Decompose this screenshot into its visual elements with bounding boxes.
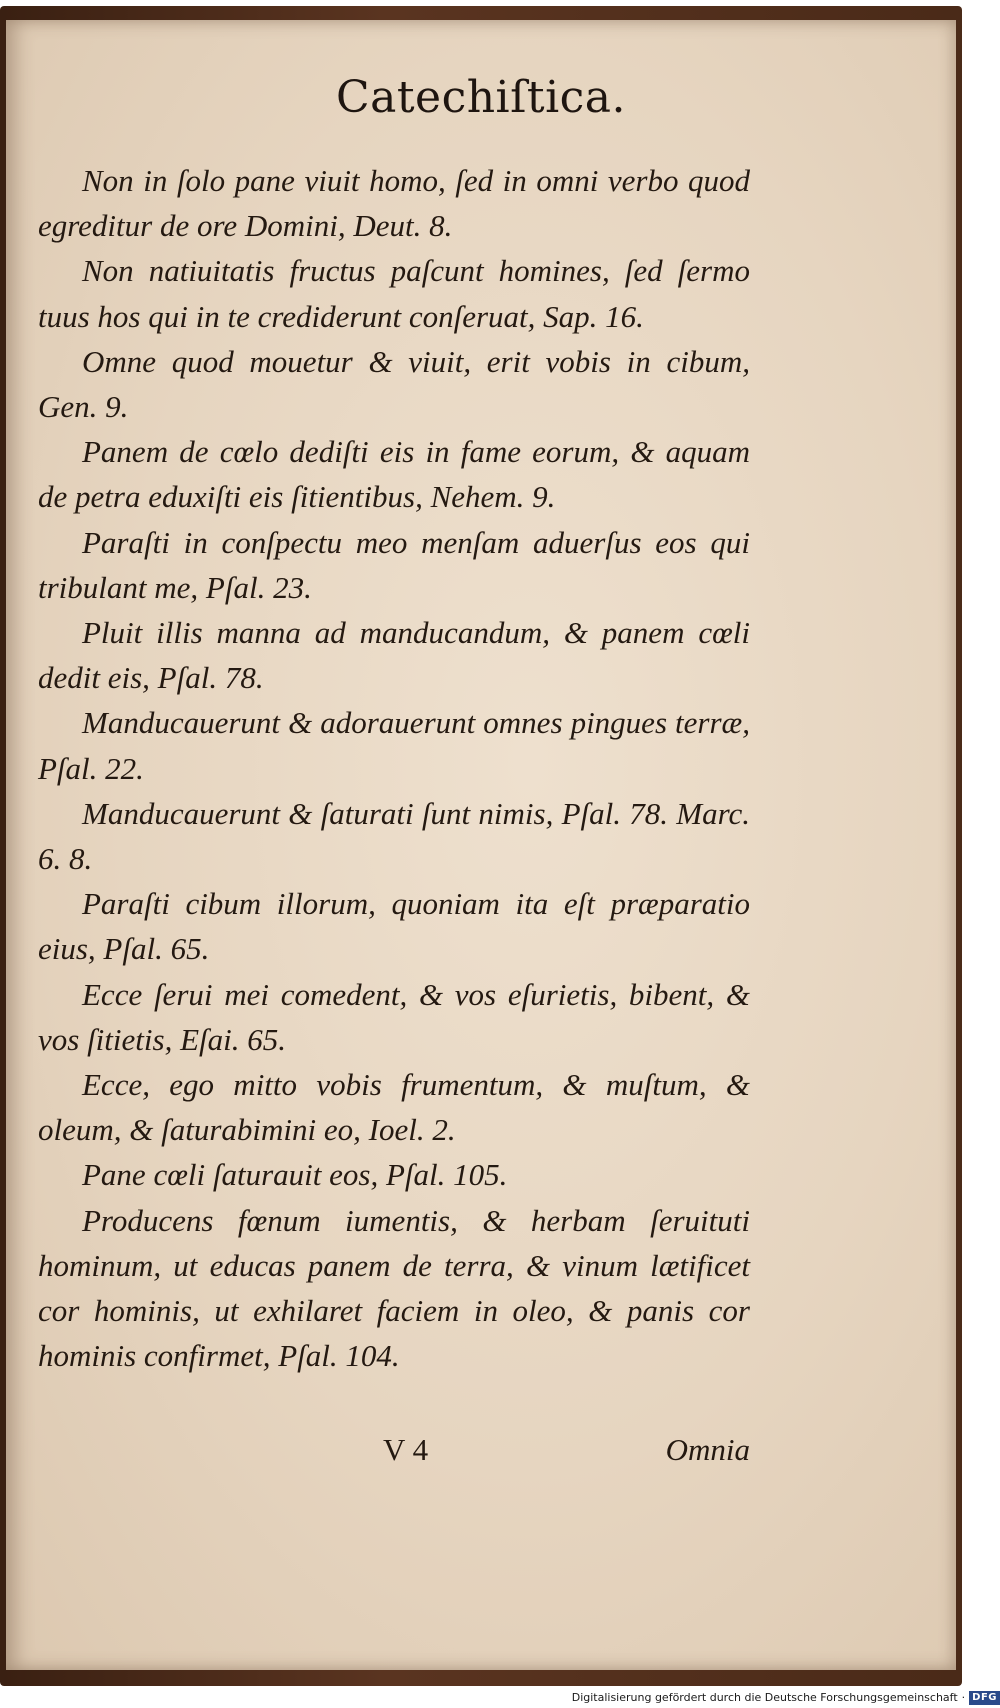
scripture-verse: Ecce, ego mitto vobis frumentum, & muſtum, & oleum, & ſaturabimini eo, Ioel. 2. [38,1067,750,1148]
scripture-verse: Paraſti in conſpectu meo menſam aduerſus eos qui tribulant me, Pſal. 23. [38,524,750,605]
catchword: Omnia [665,1432,750,1467]
scripture-verse: Ecce ſerui mei comedent, & vos eſurietis, bibent, & vos ſitietis, Eſai. 65. [38,976,750,1057]
scripture-verse: Pane cœli ſaturauit eos, Pſal. 105. [82,1157,508,1193]
scripture-verse: Omne quod mouetur & viuit, erit vobis in cibum, Gen. 9. [38,343,750,425]
scripture-verse: Pluit illis manna ad manducandum, & panem cœli dedit eis, Pſal. 78. [38,615,750,696]
text-block [38,158,750,1378]
scripture-verse: Paraſti cibum illorum, quoniam ita eſt præparatio eius, Pſal. 65. [38,886,750,967]
dfg-logo-icon[interactable]: DFG [969,1691,1000,1705]
scripture-verse: Non natiuitatis fructus paſcunt homines, ſed ſermo tuus hos qui in te crediderunt conſeruat, Sap. 16. [38,253,750,334]
running-head: Catechiſtica. [335,72,627,123]
scripture-verse: Manducauerunt & ſaturati ſunt nimis, Pſal. 78. Marc. 6. 8. [38,795,750,877]
scripture-verse: Non in ſolo pane viuit homo, ſed in omni verbo quod egreditur de ore Domini, Deut. 8. [38,163,750,244]
book-page [6,20,956,1670]
digitization-credit-banner [566,1688,1000,1708]
separator: · [961,1691,966,1704]
scripture-verse: Panem de cœlo dediſti eis in fame eorum, & aquam de petra eduxiſti eis ſitientibus, Nehem. 9. [38,434,750,515]
scripture-verse: Producens fœnum iumentis, & herbam ſeruituti hominum, ut educas panem de terra, & vinum lætificet cor hominis, ut exhilaret faciem in oleo, & panis cor hominis confirmet, Pſal. 104. [38,1202,750,1374]
scripture-verse: Manducauerunt & adorauerunt omnes pingues terræ, Pſal. 22. [38,705,750,786]
credit-text: Digitalisierung gefördert durch die Deutsche Forschungsgemeinschaft [571,1691,958,1704]
page-foot-line [38,1432,750,1476]
signature-mark: V 4 [383,1432,429,1467]
